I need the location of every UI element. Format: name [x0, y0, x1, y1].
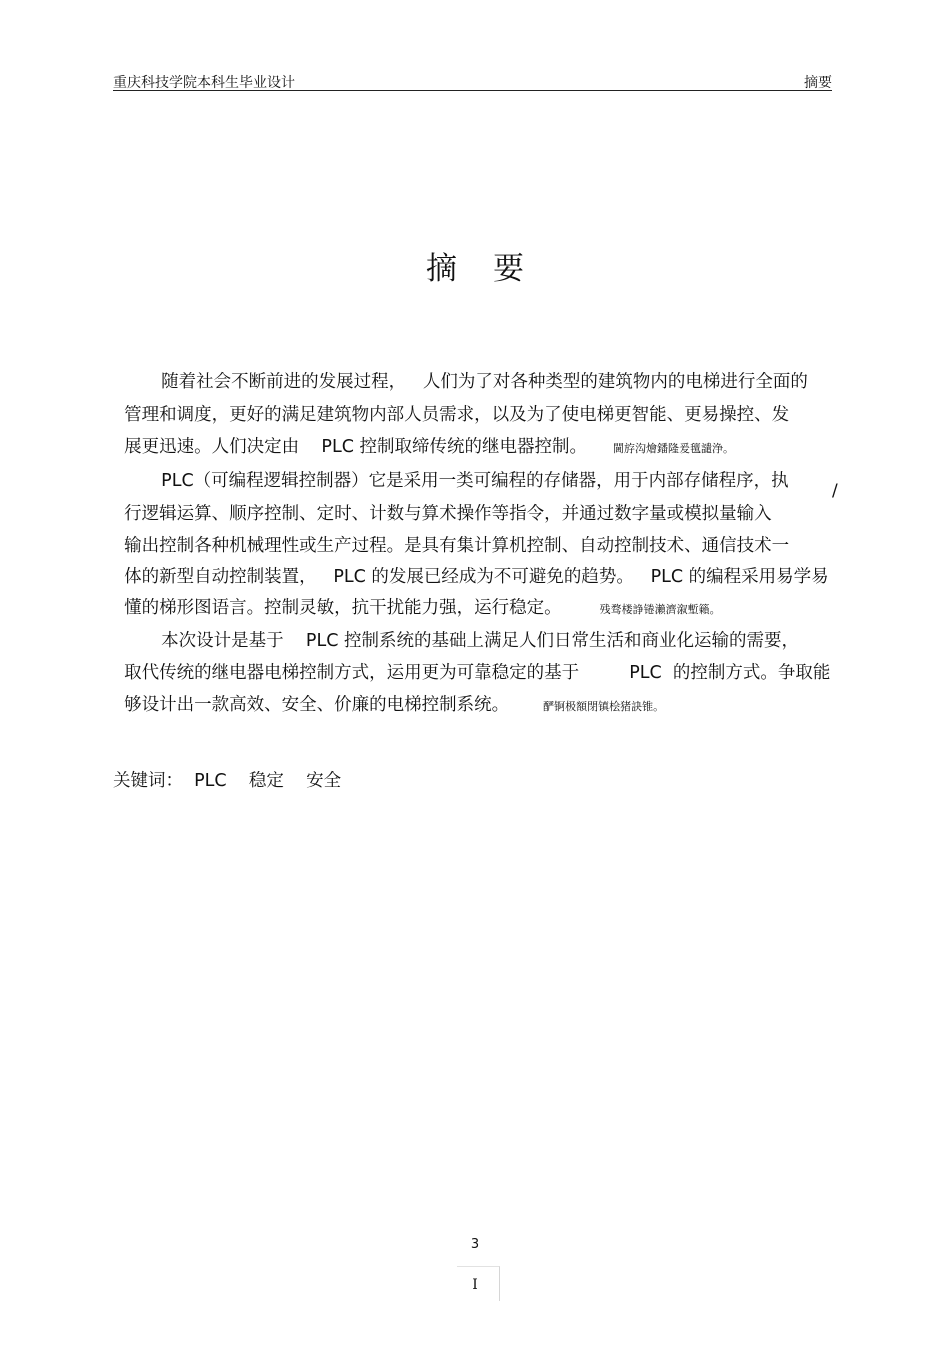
paragraph-3-line-3: 够设计出一款高效、安全、价廉的电梯控制系统。 酽锕极額閉镇桧猪訣锥。: [124, 695, 665, 715]
garbled-note: 閫斿沟燴鐇隆爰氊譴浄。: [612, 442, 734, 455]
garbled-note: 酽锕极額閉镇桧猪訣锥。: [543, 700, 665, 713]
paragraph-1-line-3: 展更迅速。人们决定由 PLC 控制取缔传统的继电器控制。 閫斿沟燴鐇隆爰氊譴浄。: [124, 437, 734, 457]
keywords-line: 关键词： PLC 稳定 安全: [113, 771, 342, 791]
paragraph-1-line-1: 随着社会不断前进的发展过程， 人们为了对各种类型的建筑物内的电梯进行全面的: [161, 372, 808, 392]
slash-mark: /: [832, 481, 838, 501]
paragraph-3-line-1: 本次设计是基于 PLC 控制系统的基础上满足人们日常生活和商业化运输的需要，: [161, 631, 799, 651]
header-divider: [113, 90, 832, 91]
running-header-left: 重庆科技学院本科生毕业设计: [113, 75, 295, 91]
running-header-right: 摘要: [804, 75, 832, 91]
page-number: 3: [470, 1237, 480, 1252]
paragraph-1-line-2: 管理和调度，更好的满足建筑物内部人员需求，以及为了使电梯更智能、更易操控、发: [124, 405, 790, 425]
page-title: 摘要: [426, 251, 560, 287]
paragraph-2-line-3: 输出控制各种机械理性或生产过程。是具有集计算机控制、自动控制技术、通信技术一: [124, 536, 790, 556]
paragraph-2-line-4: 体的新型自动控制装置， PLC 的发展已经成为不可避免的趋势。 PLC 的编程采用易学易: [124, 567, 829, 587]
garbled-note: 残骛楼諍锩瀨濟溆塹籟。: [599, 603, 721, 616]
paragraph-3-line-2: 取代传统的继电器电梯控制方式，运用更为可靠稳定的基于 PLC 的控制方式。争取能: [124, 663, 831, 683]
paragraph-2-line-2: 行逻辑运算、顺序控制、定时、计数与算术操作等指令，并通过数字量或模拟量输入: [124, 504, 772, 524]
paragraph-2-line-1: PLC（可编程逻辑控制器）它是采用一类可编程的存储器，用于内部存储程序，执: [161, 471, 789, 491]
roman-page-number: I: [472, 1277, 478, 1293]
paragraph-2-line-5: 懂的梯形图语言。控制灵敏，抗干扰能力强，运行稳定。 残骛楼諍锩瀨濟溆塹籟。: [124, 598, 721, 618]
